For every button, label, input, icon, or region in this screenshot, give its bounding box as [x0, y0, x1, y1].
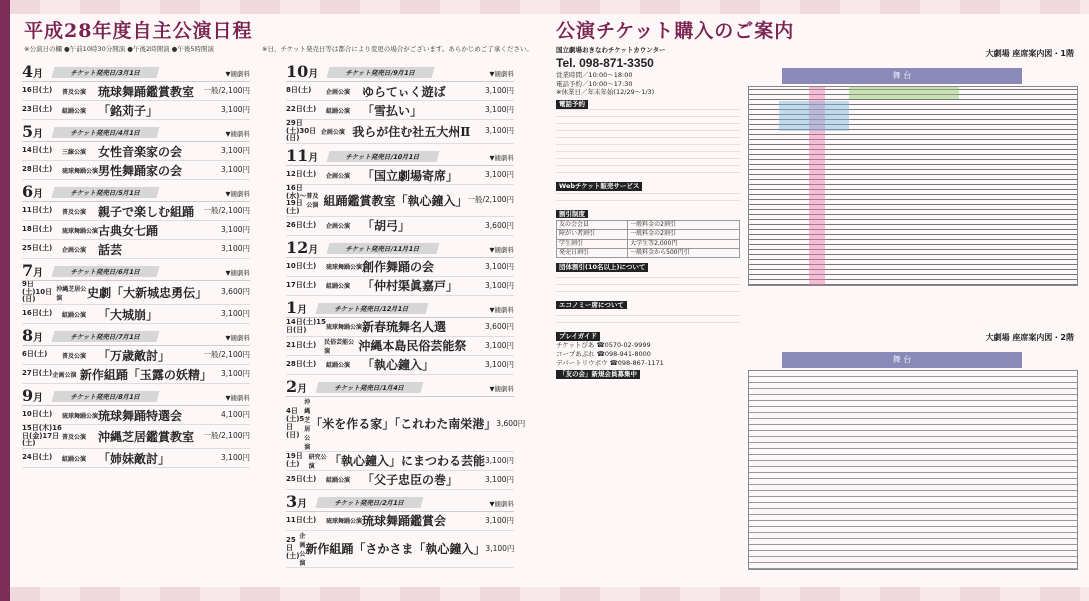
event-type: 組踊公演	[62, 107, 87, 115]
price-label: ▼観劇料	[225, 394, 250, 403]
event-row	[22, 240, 250, 259]
event-type: 企画公演	[52, 371, 77, 379]
seat-grid-2f	[748, 370, 1078, 570]
discount-cell: 大学生等2,000円	[628, 239, 740, 248]
economy-heading: エコノミー席について	[556, 301, 627, 310]
event-type: 沖縄芝居公演	[56, 285, 87, 302]
event-row	[286, 166, 514, 185]
event-type: 琉球舞踊公演	[326, 264, 363, 272]
event-type: 組踊公演	[326, 107, 351, 115]
event-name: 話芸	[98, 242, 123, 257]
ticket-sale-date: チケット発売日/2月1日	[316, 497, 424, 508]
discount-row	[557, 248, 740, 257]
legend: ※公演日の欄 ●午前10時30分開演 ●午後2時開演 ●午後5時開演	[24, 45, 214, 53]
price-label: ▼観劇料	[225, 70, 250, 78]
event-name: 女性音楽家の会	[98, 144, 183, 159]
playguide-list	[556, 341, 740, 367]
event-price: 3,100円	[485, 261, 514, 271]
event-date: 16日(水)〜19日(土)	[286, 184, 307, 216]
map2-title: 大劇場 座席案内図・2階	[985, 333, 1074, 342]
event-name: 琉球舞踊特選会	[98, 408, 183, 423]
event-row	[22, 346, 250, 365]
event-name: 男性舞踊家の会	[98, 163, 183, 178]
price-label: ▼観劇料	[489, 245, 514, 254]
event-date: 29日(土)30日(日)	[286, 119, 317, 143]
event-name: 沖縄本島民俗芸能祭	[358, 339, 467, 354]
event-date: 24日(土)	[22, 453, 53, 462]
event-type: 琉球舞踊公演	[62, 412, 99, 420]
month-suffix: 月	[308, 153, 319, 165]
event-row	[286, 512, 514, 531]
month-label: 7月	[22, 261, 44, 280]
ticket-sale-date: チケット発売日/10月1日	[327, 151, 440, 162]
event-price: 3,100円	[485, 104, 514, 114]
event-date: 23日(土)	[22, 105, 53, 114]
counter-name: 国立劇場おきなわチケットカウンター	[556, 46, 666, 54]
event-date: 10日(土)	[286, 261, 317, 270]
month-label: 12月	[286, 237, 319, 257]
event-name: 新春琉舞名人選	[362, 320, 447, 335]
event-type: 沖縄芝居公演	[304, 398, 311, 451]
event-type: 普及公演	[62, 352, 87, 360]
phone-hours: 電話予約／10:00〜17:30	[556, 79, 633, 88]
event-date: 26日(土)	[286, 220, 317, 229]
event-price: 3,600円	[496, 418, 526, 428]
discount-cell: 友の会会員	[557, 221, 628, 230]
event-name: 「銘苅子」	[98, 103, 159, 118]
event-price: 3,100円	[485, 359, 514, 369]
event-row	[286, 531, 514, 568]
ticket-sale-date: チケット発売日/11月1日	[327, 243, 440, 254]
event-row	[22, 101, 250, 120]
event-date: 27日(土)	[22, 369, 53, 378]
event-row	[22, 449, 250, 468]
event-type: 琉球舞踊公演	[326, 518, 363, 526]
event-row	[286, 452, 514, 471]
discount-cell: 障がい者割引	[557, 230, 628, 239]
event-name: 「執心鐘入」	[362, 358, 435, 373]
event-price: 3,100円	[221, 452, 250, 462]
month-header	[22, 180, 250, 202]
ticket-sale-date: チケット発売日/1月4日	[316, 382, 424, 393]
event-name: 史劇「大新城忠勇伝」	[87, 286, 208, 301]
event-type: 琉球舞踊公演	[326, 324, 363, 332]
event-name: 「米を作る家」「これわた南栄港」	[310, 417, 497, 432]
price-label: ▼観劇料	[489, 499, 514, 508]
event-type: 普及公演	[62, 208, 87, 216]
schedule-column-right	[286, 60, 526, 568]
event-name: ゆらてぃく遊ば	[362, 84, 446, 99]
event-row	[22, 425, 250, 449]
month-header	[286, 236, 514, 258]
ticket-sale-date: チケット発売日/9月1日	[327, 67, 435, 78]
event-row	[286, 277, 514, 296]
event-name: 沖縄芝居鑑賞教室	[98, 430, 195, 445]
event-date: 19日(土)	[286, 452, 303, 468]
schedule-column-left	[22, 60, 250, 468]
month-suffix: 月	[308, 69, 319, 80]
phone-reservation-text	[556, 109, 740, 179]
event-date: 25日(土)	[22, 244, 53, 253]
event-date: 8日(土)	[286, 86, 312, 95]
event-date: 14日(土)15日(日)	[286, 318, 326, 334]
event-name: 「雪払い」	[362, 103, 423, 118]
discount-row	[557, 221, 740, 230]
economy-text	[556, 309, 740, 329]
hours: 営業時間／10:00〜18:00	[556, 70, 633, 79]
month-suffix: 月	[33, 333, 44, 345]
event-row	[286, 82, 514, 101]
event-type: 琉球舞踊公演	[62, 167, 99, 175]
seat-grid-1f	[748, 86, 1078, 286]
event-price: 3,600円	[485, 321, 514, 331]
event-type: 企画公演	[320, 129, 345, 137]
event-price: 3,100円	[221, 243, 250, 253]
discount-row	[557, 239, 740, 248]
event-row	[22, 82, 250, 101]
event-name: 琉球舞踊鑑賞会	[362, 514, 447, 529]
event-date: 9日(土)10日(日)	[22, 280, 53, 304]
event-date: 11日(土)	[286, 515, 317, 524]
event-type: 企画公演	[326, 88, 351, 96]
stage-2f: 舞 台	[782, 352, 1022, 368]
month-label: 1月	[286, 297, 308, 317]
event-date: 25日(土)	[286, 474, 317, 483]
event-name: 「胡弓」	[362, 219, 411, 234]
event-date: 17日(土)	[286, 280, 317, 289]
event-row	[22, 281, 250, 305]
event-date: 22日(土)	[286, 105, 317, 114]
month-label: 8月	[22, 326, 44, 346]
discount-cell: 発売日割引	[557, 248, 628, 257]
month-label: 5月	[22, 122, 44, 141]
group-heading: 団体割引(10名以上)について	[556, 263, 648, 272]
month-label: 10月	[286, 62, 319, 81]
price-label: ▼観劇料	[225, 334, 250, 343]
event-row	[286, 258, 514, 277]
event-name: 新作組踊「さかさま「執心鐘入」	[305, 542, 486, 557]
month-label: 2月	[286, 376, 308, 396]
event-date: 16日(土)	[22, 309, 53, 318]
event-date: 6日(土)	[22, 350, 48, 359]
event-row	[22, 142, 250, 161]
event-type: 組踊公演	[326, 477, 351, 485]
event-price: 3,100円	[485, 169, 514, 179]
event-row	[286, 337, 514, 356]
event-price: 3,100円	[485, 474, 514, 484]
event-name: 琉球舞踊鑑賞教室	[98, 84, 195, 99]
ticket-sale-date: チケット発売日/6月1日	[52, 266, 160, 277]
event-type: 企画公演	[62, 246, 87, 254]
month-suffix: 月	[33, 69, 44, 80]
seat-maps	[742, 42, 1082, 582]
event-price: 3,100円	[485, 126, 514, 136]
event-row	[286, 397, 526, 452]
stage-1f: 舞 台	[782, 68, 1022, 84]
event-row	[286, 101, 514, 120]
ticket-sale-date: チケット発売日/4月1日	[52, 127, 160, 138]
event-price: 4,100円	[221, 409, 250, 419]
event-row	[22, 202, 250, 221]
month-suffix: 月	[297, 498, 308, 510]
event-name: 「姉妹敵討」	[98, 451, 171, 466]
event-row	[22, 406, 250, 425]
price-label: ▼観劇料	[489, 154, 514, 163]
event-date: 10日(土)	[22, 410, 53, 419]
event-type: 組踊公演	[326, 283, 351, 291]
ticket-sale-date: チケット発売日/8月1日	[52, 391, 160, 402]
event-price: 3,100円	[485, 543, 515, 553]
tickets-title: 公演チケット購入のご案内	[556, 20, 795, 42]
event-date: 12日(土)	[286, 170, 317, 179]
event-row	[286, 318, 514, 337]
ticket-sale-date: チケット発売日/7月1日	[52, 331, 160, 342]
month-header	[286, 490, 514, 512]
event-type: 組踊公演	[62, 311, 87, 319]
event-type: 組踊公演	[62, 455, 87, 463]
month-header	[22, 324, 250, 346]
event-name: 古典女七踊	[98, 223, 159, 238]
event-name: 「国立劇場寄席」	[362, 168, 459, 183]
event-type: 企画公演	[326, 172, 351, 180]
event-date: 25日(土)	[286, 536, 300, 560]
event-type: 企画公演	[299, 532, 306, 567]
event-price: 3,100円	[485, 340, 514, 350]
month-label: 4月	[22, 62, 44, 81]
event-name: 「父子忠臣の巻」	[362, 473, 459, 488]
price-label: ▼観劇料	[489, 70, 514, 78]
event-price: 一般/2,100円	[203, 85, 250, 95]
discount-cell: 一般料金の2割引	[628, 221, 740, 230]
discount-heading: 割引制度	[556, 210, 588, 219]
event-date: 15日(木)16日(金)17日(土)	[22, 424, 62, 448]
event-type: 三線公演	[62, 148, 87, 156]
month-header	[22, 384, 250, 406]
web-heading: Webチケット販売サービス	[556, 182, 642, 191]
month-suffix: 月	[297, 383, 308, 395]
discount-row	[557, 230, 740, 239]
discount-cell: 学生割引	[557, 239, 628, 248]
price-label: ▼観劇料	[225, 190, 250, 198]
event-price: 3,100円	[221, 368, 250, 378]
closed-days: ※休業日／年末年始(12/29〜1/3)	[556, 88, 655, 97]
event-price: 3,100円	[221, 104, 250, 114]
ticket-info	[556, 46, 740, 379]
event-type: 琉球舞踊公演	[62, 227, 99, 235]
event-price: 3,600円	[485, 220, 514, 230]
event-date: 4日(土)5日(日)	[286, 407, 305, 439]
month-label: 6月	[22, 182, 44, 201]
event-price: 3,100円	[221, 164, 250, 174]
price-label: ▼観劇料	[489, 384, 514, 393]
event-type: 企画公演	[326, 223, 351, 231]
top-pattern	[0, 0, 1089, 14]
discount-cell: 一般料金から500円引	[628, 248, 740, 257]
month-label: 11月	[286, 146, 319, 166]
month-suffix: 月	[33, 129, 44, 140]
ticket-sale-date: チケット発売日/3月1日	[52, 67, 160, 78]
event-date: 28日(土)	[286, 359, 317, 368]
event-name: 組踊鑑賞教室「執心鐘入」	[323, 193, 468, 208]
ticket-sale-date: チケット発売日/12月1日	[316, 303, 429, 314]
month-suffix: 月	[33, 268, 44, 279]
event-type: 普及公演	[62, 434, 87, 442]
event-row	[286, 356, 514, 375]
month-suffix: 月	[297, 304, 308, 316]
left-stripe	[0, 0, 10, 601]
month-header	[286, 375, 514, 397]
event-row	[22, 221, 250, 240]
schedule-title: 平成28年度自主公演日程	[24, 20, 253, 42]
event-name: 「大城崩」	[98, 307, 159, 322]
event-name: 創作舞踊の会	[362, 260, 435, 275]
map1-title: 大劇場 座席案内図・1階	[985, 49, 1074, 58]
event-price: 3,100円	[485, 515, 514, 525]
event-name: 「執心鐘入」にまつわる芸能	[329, 454, 486, 469]
bottom-pattern	[0, 587, 1089, 601]
playguide-item: デパートリウボウ ☎098-867-1171	[556, 358, 664, 367]
event-price: 一般/2,100円	[203, 349, 250, 359]
event-row	[286, 217, 514, 236]
event-price: 3,100円	[221, 308, 250, 318]
month-header	[286, 144, 514, 166]
event-price: 3,100円	[485, 85, 514, 95]
member-heading: 「友の会」新規会員募集中	[556, 370, 640, 379]
event-date: 18日(土)	[22, 225, 53, 234]
event-price: 一般/2,100円	[203, 205, 250, 215]
event-price: 一般/2,100円	[203, 431, 250, 441]
phone-reservation-heading: 電話予約	[556, 100, 588, 109]
month-header	[22, 60, 250, 82]
event-price: 一般/2,100円	[467, 195, 514, 205]
event-price: 3,100円	[221, 224, 250, 234]
event-row	[286, 120, 514, 144]
event-type: 普及公演	[306, 193, 319, 210]
event-date: 16日(土)	[22, 86, 53, 95]
event-price: 3,100円	[485, 455, 514, 465]
schedule-note: ※日、チケット発売日等は都合により変更の場合がございます。あらかじめご了承ください。	[262, 45, 533, 53]
price-label: ▼観劇料	[225, 130, 250, 138]
month-suffix: 月	[33, 189, 44, 200]
event-name: 新作組踊「玉露の妖精」	[79, 367, 212, 382]
event-row	[22, 305, 250, 324]
event-date: 14日(土)	[22, 146, 53, 155]
discount-cell: 一般料金の2割引	[628, 230, 740, 239]
event-price: 3,600円	[221, 287, 250, 297]
month-label: 3月	[286, 491, 308, 511]
event-date: 28日(土)	[22, 165, 53, 174]
month-label: 9月	[22, 386, 44, 406]
phone-number: Tel. 098-871-3350	[556, 55, 654, 70]
event-name: 我らが住む社五大州Ⅱ	[352, 125, 471, 140]
price-label: ▼観劇料	[225, 269, 250, 277]
event-row	[22, 365, 250, 384]
web-text	[556, 191, 740, 207]
event-date: 21日(土)	[286, 340, 317, 349]
month-header	[286, 296, 514, 318]
playguide-item: チケットぴあ ☎0570-02-9999	[556, 341, 651, 350]
event-type: 民俗芸能公演	[324, 338, 355, 355]
event-type: 普及公演	[62, 88, 87, 96]
ticket-sale-date: チケット発売日/5月1日	[52, 187, 160, 198]
playguide-heading: プレイガイド	[556, 332, 600, 341]
event-type: 組踊公演	[326, 362, 351, 370]
month-header	[22, 120, 250, 142]
month-header	[286, 60, 514, 82]
group-text	[556, 272, 740, 298]
event-row	[286, 471, 514, 490]
event-type: 研究公演	[308, 453, 327, 470]
event-name: 「万歳敵討」	[98, 348, 171, 363]
event-row	[22, 161, 250, 180]
month-suffix: 月	[308, 244, 319, 256]
event-price: 3,100円	[485, 280, 514, 290]
event-name: 「仲村渠眞嘉戸」	[362, 279, 459, 294]
month-header	[22, 259, 250, 281]
event-date: 11日(土)	[22, 206, 53, 215]
month-suffix: 月	[33, 393, 44, 405]
price-label: ▼観劇料	[489, 305, 514, 314]
discount-table	[556, 220, 740, 257]
event-row	[286, 185, 514, 217]
playguide-item: コープあぷれ ☎098-941-8000	[556, 349, 651, 358]
event-price: 3,100円	[221, 145, 250, 155]
event-name: 親子で楽しむ組踊	[98, 204, 195, 219]
